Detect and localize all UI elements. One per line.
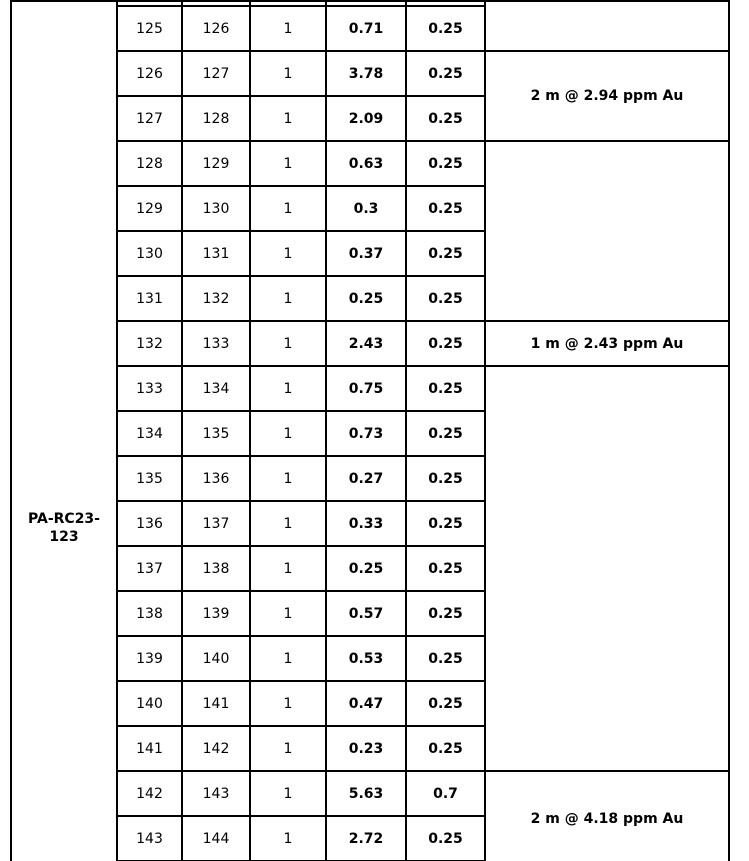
to-cell: 141 bbox=[182, 681, 250, 726]
composite-interval-cell bbox=[485, 366, 729, 771]
grade-cell: 0.25 bbox=[326, 276, 406, 321]
cutoff-cell: 0.25 bbox=[406, 681, 485, 726]
interval-cell: 1 bbox=[250, 6, 326, 51]
interval-cell: 1 bbox=[250, 636, 326, 681]
assay-row bbox=[11, 51, 729, 96]
from-cell: 126 bbox=[117, 51, 182, 96]
from-cell: 140 bbox=[117, 681, 182, 726]
grade-cell: 0.37 bbox=[326, 231, 406, 276]
from-cell: 138 bbox=[117, 591, 182, 636]
interval-cell: 1 bbox=[250, 231, 326, 276]
interval-cell: 1 bbox=[250, 546, 326, 591]
to-cell: 142 bbox=[182, 726, 250, 771]
from-cell: 136 bbox=[117, 501, 182, 546]
cutoff-cell: 0.25 bbox=[406, 186, 485, 231]
from-cell: 130 bbox=[117, 231, 182, 276]
from-cell: 127 bbox=[117, 96, 182, 141]
cutoff-cell: 0.25 bbox=[406, 231, 485, 276]
interval-cell: 1 bbox=[250, 726, 326, 771]
from-cell: 139 bbox=[117, 636, 182, 681]
to-cell: 134 bbox=[182, 366, 250, 411]
grade-cell: 2.43 bbox=[326, 321, 406, 366]
grade-cell: 0.25 bbox=[326, 546, 406, 591]
to-cell: 137 bbox=[182, 501, 250, 546]
from-cell: 142 bbox=[117, 771, 182, 816]
cutoff-cell: 0.25 bbox=[406, 276, 485, 321]
cutoff-cell: 0.25 bbox=[406, 51, 485, 96]
cutoff-cell: 0.25 bbox=[406, 321, 485, 366]
composite-interval-cell: 1 m @ 2.43 ppm Au bbox=[485, 321, 729, 366]
from-cell: 135 bbox=[117, 456, 182, 501]
cutoff-cell: 0.25 bbox=[406, 501, 485, 546]
assay-row bbox=[11, 321, 729, 366]
interval-cell: 1 bbox=[250, 186, 326, 231]
from-cell: 125 bbox=[117, 6, 182, 51]
from-cell: 132 bbox=[117, 321, 182, 366]
cutoff-cell: 0.25 bbox=[406, 546, 485, 591]
from-cell: 141 bbox=[117, 726, 182, 771]
to-cell: 136 bbox=[182, 456, 250, 501]
from-cell: 137 bbox=[117, 546, 182, 591]
interval-cell: 1 bbox=[250, 141, 326, 186]
interval-cell: 1 bbox=[250, 321, 326, 366]
cutoff-cell: 0.25 bbox=[406, 366, 485, 411]
cutoff-cell: 0.25 bbox=[406, 6, 485, 51]
composite-interval-cell bbox=[485, 1, 729, 51]
composite-interval-cell: 2 m @ 4.18 ppm Au bbox=[485, 771, 729, 861]
to-cell: 128 bbox=[182, 96, 250, 141]
to-cell: 144 bbox=[182, 816, 250, 861]
grade-cell: 0.53 bbox=[326, 636, 406, 681]
to-cell: 129 bbox=[182, 141, 250, 186]
to-cell: 143 bbox=[182, 771, 250, 816]
to-cell: 140 bbox=[182, 636, 250, 681]
to-cell: 131 bbox=[182, 231, 250, 276]
grade-cell: 5.63 bbox=[326, 771, 406, 816]
composite-interval-cell: 2 m @ 2.94 ppm Au bbox=[485, 51, 729, 141]
grade-cell: 0.27 bbox=[326, 456, 406, 501]
interval-cell: 1 bbox=[250, 591, 326, 636]
interval-cell: 1 bbox=[250, 51, 326, 96]
cutoff-cell: 0.25 bbox=[406, 816, 485, 861]
to-cell: 127 bbox=[182, 51, 250, 96]
cutoff-cell: 0.25 bbox=[406, 141, 485, 186]
from-cell: 129 bbox=[117, 186, 182, 231]
interval-cell: 1 bbox=[250, 276, 326, 321]
interval-cell: 1 bbox=[250, 681, 326, 726]
grade-cell: 0.75 bbox=[326, 366, 406, 411]
to-cell: 130 bbox=[182, 186, 250, 231]
grade-cell: 3.78 bbox=[326, 51, 406, 96]
drill-assay-table bbox=[10, 0, 730, 861]
interval-cell: 1 bbox=[250, 816, 326, 861]
grade-cell: 0.63 bbox=[326, 141, 406, 186]
from-cell: 134 bbox=[117, 411, 182, 456]
cutoff-cell: 0.7 bbox=[406, 771, 485, 816]
hole-id-cell bbox=[11, 1, 117, 861]
grade-cell: 0.71 bbox=[326, 6, 406, 51]
interval-cell: 1 bbox=[250, 366, 326, 411]
cutoff-cell: 0.25 bbox=[406, 636, 485, 681]
assay-row bbox=[11, 366, 729, 411]
composite-interval-cell bbox=[485, 141, 729, 321]
grade-cell: 0.73 bbox=[326, 411, 406, 456]
to-cell: 132 bbox=[182, 276, 250, 321]
grade-cell: 0.3 bbox=[326, 186, 406, 231]
interval-cell: 1 bbox=[250, 456, 326, 501]
interval-cell: 1 bbox=[250, 771, 326, 816]
grade-cell: 0.47 bbox=[326, 681, 406, 726]
to-cell: 133 bbox=[182, 321, 250, 366]
cutoff-cell: 0.25 bbox=[406, 591, 485, 636]
from-cell: 128 bbox=[117, 141, 182, 186]
from-cell: 143 bbox=[117, 816, 182, 861]
cutoff-cell: 0.25 bbox=[406, 726, 485, 771]
grade-cell: 0.57 bbox=[326, 591, 406, 636]
assay-row bbox=[11, 141, 729, 186]
to-cell: 126 bbox=[182, 6, 250, 51]
hole-id-label: PA-RC23-123 bbox=[28, 510, 100, 545]
interval-cell: 1 bbox=[250, 501, 326, 546]
to-cell: 135 bbox=[182, 411, 250, 456]
cutoff-cell: 0.25 bbox=[406, 96, 485, 141]
grade-cell: 0.33 bbox=[326, 501, 406, 546]
to-cell: 138 bbox=[182, 546, 250, 591]
cutoff-cell: 0.25 bbox=[406, 456, 485, 501]
assay-row bbox=[11, 771, 729, 816]
grade-cell: 2.72 bbox=[326, 816, 406, 861]
cutoff-cell: 0.25 bbox=[406, 411, 485, 456]
grade-cell: 0.23 bbox=[326, 726, 406, 771]
interval-cell: 1 bbox=[250, 96, 326, 141]
from-cell: 131 bbox=[117, 276, 182, 321]
grade-cell: 2.09 bbox=[326, 96, 406, 141]
interval-cell: 1 bbox=[250, 411, 326, 456]
from-cell: 133 bbox=[117, 366, 182, 411]
to-cell: 139 bbox=[182, 591, 250, 636]
